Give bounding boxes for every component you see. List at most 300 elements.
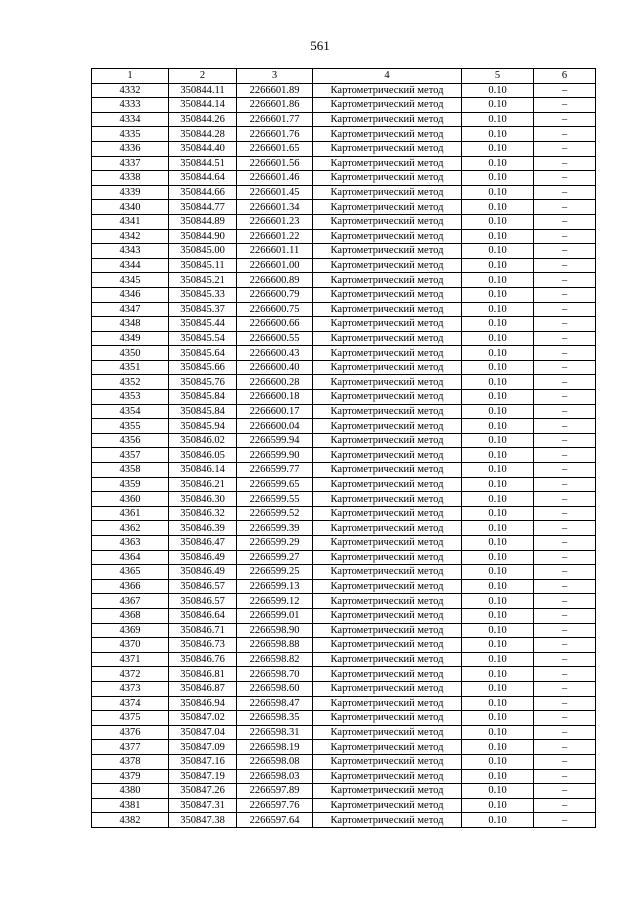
- table-row: [92, 623, 596, 638]
- table-row: [92, 287, 596, 302]
- note-cell: –: [534, 448, 596, 463]
- point-number-cell: 4369: [92, 623, 169, 638]
- note-cell: –: [534, 798, 596, 813]
- y-coordinate-cell: 2266597.64: [237, 813, 313, 828]
- x-coordinate-cell: 350846.30: [169, 492, 237, 507]
- method-cell: Картометрический метод: [313, 200, 462, 215]
- column-header: 5: [462, 69, 534, 84]
- y-coordinate-cell: 2266599.13: [237, 579, 313, 594]
- point-number-cell: 4339: [92, 185, 169, 200]
- page-number: 561: [310, 38, 330, 53]
- y-coordinate-cell: 2266600.43: [237, 346, 313, 361]
- table-row: [92, 273, 596, 288]
- x-coordinate-cell: 350847.04: [169, 725, 237, 740]
- method-cell: Картометрический метод: [313, 317, 462, 332]
- column-header: 3: [237, 69, 313, 84]
- note-cell: –: [534, 244, 596, 259]
- note-cell: –: [534, 302, 596, 317]
- table-row: [92, 725, 596, 740]
- x-coordinate-cell: 350845.00: [169, 244, 237, 259]
- accuracy-cell: 0.10: [462, 492, 534, 507]
- y-coordinate-cell: 2266600.55: [237, 331, 313, 346]
- method-cell: Картометрический метод: [313, 331, 462, 346]
- point-number-cell: 4364: [92, 550, 169, 565]
- accuracy-cell: 0.10: [462, 754, 534, 769]
- note-cell: –: [534, 141, 596, 156]
- accuracy-cell: 0.10: [462, 506, 534, 521]
- point-number-cell: 4375: [92, 711, 169, 726]
- x-coordinate-cell: 350845.84: [169, 390, 237, 405]
- table-row: [92, 127, 596, 142]
- point-number-cell: 4373: [92, 681, 169, 696]
- method-cell: Картометрический метод: [313, 346, 462, 361]
- x-coordinate-cell: 350844.14: [169, 98, 237, 113]
- x-coordinate-cell: 350847.02: [169, 711, 237, 726]
- y-coordinate-cell: 2266599.39: [237, 521, 313, 536]
- note-cell: –: [534, 419, 596, 434]
- note-cell: –: [534, 579, 596, 594]
- accuracy-cell: 0.10: [462, 784, 534, 799]
- accuracy-cell: 0.10: [462, 317, 534, 332]
- table-row: [92, 652, 596, 667]
- table-row: [92, 200, 596, 215]
- accuracy-cell: 0.10: [462, 302, 534, 317]
- point-number-cell: 4354: [92, 404, 169, 419]
- point-number-cell: 4380: [92, 784, 169, 799]
- x-coordinate-cell: 350846.87: [169, 681, 237, 696]
- note-cell: –: [534, 711, 596, 726]
- note-cell: –: [534, 83, 596, 98]
- accuracy-cell: 0.10: [462, 156, 534, 171]
- point-number-cell: 4353: [92, 390, 169, 405]
- note-cell: –: [534, 229, 596, 244]
- accuracy-cell: 0.10: [462, 127, 534, 142]
- method-cell: Картометрический метод: [313, 696, 462, 711]
- method-cell: Картометрический метод: [313, 608, 462, 623]
- note-cell: –: [534, 390, 596, 405]
- table-row: [92, 404, 596, 419]
- note-cell: –: [534, 506, 596, 521]
- y-coordinate-cell: 2266601.22: [237, 229, 313, 244]
- table-row: [92, 521, 596, 536]
- accuracy-cell: 0.10: [462, 112, 534, 127]
- x-coordinate-cell: 350845.11: [169, 258, 237, 273]
- note-cell: –: [534, 273, 596, 288]
- point-number-cell: 4379: [92, 769, 169, 784]
- method-cell: Картометрический метод: [313, 711, 462, 726]
- note-cell: –: [534, 214, 596, 229]
- table-row: [92, 156, 596, 171]
- note-cell: –: [534, 156, 596, 171]
- accuracy-cell: 0.10: [462, 463, 534, 478]
- y-coordinate-cell: 2266598.60: [237, 681, 313, 696]
- table-row: [92, 360, 596, 375]
- table-row: [92, 98, 596, 113]
- note-cell: –: [534, 696, 596, 711]
- x-coordinate-cell: 350845.21: [169, 273, 237, 288]
- x-coordinate-cell: 350846.49: [169, 550, 237, 565]
- accuracy-cell: 0.10: [462, 638, 534, 653]
- y-coordinate-cell: 2266600.04: [237, 419, 313, 434]
- method-cell: Картометрический метод: [313, 258, 462, 273]
- point-number-cell: 4346: [92, 287, 169, 302]
- point-number-cell: 4363: [92, 536, 169, 551]
- method-cell: Картометрический метод: [313, 784, 462, 799]
- point-number-cell: 4342: [92, 229, 169, 244]
- y-coordinate-cell: 2266600.40: [237, 360, 313, 375]
- method-cell: Картометрический метод: [313, 419, 462, 434]
- accuracy-cell: 0.10: [462, 448, 534, 463]
- table-row: [92, 754, 596, 769]
- point-number-cell: 4352: [92, 375, 169, 390]
- table-row: [92, 740, 596, 755]
- accuracy-cell: 0.10: [462, 287, 534, 302]
- y-coordinate-cell: 2266597.76: [237, 798, 313, 813]
- y-coordinate-cell: 2266597.89: [237, 784, 313, 799]
- note-cell: –: [534, 171, 596, 186]
- point-number-cell: 4332: [92, 83, 169, 98]
- method-cell: Картометрический метод: [313, 463, 462, 478]
- accuracy-cell: 0.10: [462, 798, 534, 813]
- method-cell: Картометрический метод: [313, 141, 462, 156]
- x-coordinate-cell: 350846.47: [169, 536, 237, 551]
- note-cell: –: [534, 200, 596, 215]
- method-cell: Картометрический метод: [313, 667, 462, 682]
- y-coordinate-cell: 2266600.79: [237, 287, 313, 302]
- note-cell: –: [534, 492, 596, 507]
- x-coordinate-cell: 350844.28: [169, 127, 237, 142]
- method-cell: Картометрический метод: [313, 813, 462, 828]
- point-number-cell: 4349: [92, 331, 169, 346]
- method-cell: Картометрический метод: [313, 681, 462, 696]
- point-number-cell: 4351: [92, 360, 169, 375]
- note-cell: –: [534, 725, 596, 740]
- table-row: [92, 112, 596, 127]
- note-cell: –: [534, 623, 596, 638]
- accuracy-cell: 0.10: [462, 536, 534, 551]
- y-coordinate-cell: 2266601.34: [237, 200, 313, 215]
- x-coordinate-cell: 350846.21: [169, 477, 237, 492]
- column-header: 4: [313, 69, 462, 84]
- table-row: [92, 83, 596, 98]
- y-coordinate-cell: 2266599.29: [237, 536, 313, 551]
- x-coordinate-cell: 350846.49: [169, 565, 237, 580]
- accuracy-cell: 0.10: [462, 550, 534, 565]
- x-coordinate-cell: 350845.84: [169, 404, 237, 419]
- y-coordinate-cell: 2266600.17: [237, 404, 313, 419]
- method-cell: Картометрический метод: [313, 360, 462, 375]
- table-row: [92, 302, 596, 317]
- y-coordinate-cell: 2266601.89: [237, 83, 313, 98]
- x-coordinate-cell: 350847.38: [169, 813, 237, 828]
- table-row: [92, 579, 596, 594]
- accuracy-cell: 0.10: [462, 696, 534, 711]
- method-cell: Картометрический метод: [313, 536, 462, 551]
- accuracy-cell: 0.10: [462, 273, 534, 288]
- accuracy-cell: 0.10: [462, 652, 534, 667]
- accuracy-cell: 0.10: [462, 477, 534, 492]
- note-cell: –: [534, 740, 596, 755]
- y-coordinate-cell: 2266600.66: [237, 317, 313, 332]
- y-coordinate-cell: 2266598.08: [237, 754, 313, 769]
- note-cell: –: [534, 258, 596, 273]
- method-cell: Картометрический метод: [313, 287, 462, 302]
- method-cell: Картометрический метод: [313, 98, 462, 113]
- x-coordinate-cell: 350846.05: [169, 448, 237, 463]
- note-cell: –: [534, 346, 596, 361]
- x-coordinate-cell: 350845.94: [169, 419, 237, 434]
- y-coordinate-cell: 2266600.75: [237, 302, 313, 317]
- note-cell: –: [534, 784, 596, 799]
- point-number-cell: 4344: [92, 258, 169, 273]
- method-cell: Картометрический метод: [313, 579, 462, 594]
- note-cell: –: [534, 769, 596, 784]
- table-row: [92, 711, 596, 726]
- note-cell: –: [534, 652, 596, 667]
- table-body: [92, 83, 596, 827]
- method-cell: Картометрический метод: [313, 492, 462, 507]
- point-number-cell: 4345: [92, 273, 169, 288]
- y-coordinate-cell: 2266598.88: [237, 638, 313, 653]
- method-cell: Картометрический метод: [313, 623, 462, 638]
- note-cell: –: [534, 127, 596, 142]
- point-number-cell: 4355: [92, 419, 169, 434]
- point-number-cell: 4335: [92, 127, 169, 142]
- table-row: [92, 769, 596, 784]
- y-coordinate-cell: 2266598.70: [237, 667, 313, 682]
- column-header: 6: [534, 69, 596, 84]
- x-coordinate-cell: 350847.31: [169, 798, 237, 813]
- y-coordinate-cell: 2266601.86: [237, 98, 313, 113]
- accuracy-cell: 0.10: [462, 171, 534, 186]
- point-number-cell: 4378: [92, 754, 169, 769]
- note-cell: –: [534, 477, 596, 492]
- point-number-cell: 4334: [92, 112, 169, 127]
- point-number-cell: 4337: [92, 156, 169, 171]
- method-cell: Картометрический метод: [313, 156, 462, 171]
- x-coordinate-cell: 350844.89: [169, 214, 237, 229]
- accuracy-cell: 0.10: [462, 83, 534, 98]
- method-cell: Картометрический метод: [313, 390, 462, 405]
- table-row: [92, 536, 596, 551]
- method-cell: Картометрический метод: [313, 214, 462, 229]
- note-cell: –: [534, 536, 596, 551]
- accuracy-cell: 0.10: [462, 565, 534, 580]
- accuracy-cell: 0.10: [462, 214, 534, 229]
- note-cell: –: [534, 813, 596, 828]
- table-row: [92, 317, 596, 332]
- y-coordinate-cell: 2266601.65: [237, 141, 313, 156]
- table-row: [92, 565, 596, 580]
- x-coordinate-cell: 350846.32: [169, 506, 237, 521]
- method-cell: Картометрический метод: [313, 477, 462, 492]
- accuracy-cell: 0.10: [462, 681, 534, 696]
- method-cell: Картометрический метод: [313, 769, 462, 784]
- note-cell: –: [534, 608, 596, 623]
- accuracy-cell: 0.10: [462, 346, 534, 361]
- note-cell: –: [534, 594, 596, 609]
- column-header: 1: [92, 69, 169, 84]
- accuracy-cell: 0.10: [462, 375, 534, 390]
- x-coordinate-cell: 350846.76: [169, 652, 237, 667]
- y-coordinate-cell: 2266598.90: [237, 623, 313, 638]
- method-cell: Картометрический метод: [313, 127, 462, 142]
- method-cell: Картометрический метод: [313, 448, 462, 463]
- x-coordinate-cell: 350846.14: [169, 463, 237, 478]
- note-cell: –: [534, 185, 596, 200]
- note-cell: –: [534, 638, 596, 653]
- table-row: [92, 696, 596, 711]
- table-row: [92, 784, 596, 799]
- accuracy-cell: 0.10: [462, 623, 534, 638]
- accuracy-cell: 0.10: [462, 813, 534, 828]
- x-coordinate-cell: 350847.16: [169, 754, 237, 769]
- x-coordinate-cell: 350846.71: [169, 623, 237, 638]
- method-cell: Картометрический метод: [313, 754, 462, 769]
- point-number-cell: 4381: [92, 798, 169, 813]
- method-cell: Картометрический метод: [313, 565, 462, 580]
- table-row: [92, 506, 596, 521]
- y-coordinate-cell: 2266599.77: [237, 463, 313, 478]
- accuracy-cell: 0.10: [462, 331, 534, 346]
- x-coordinate-cell: 350846.39: [169, 521, 237, 536]
- y-coordinate-cell: 2266599.12: [237, 594, 313, 609]
- y-coordinate-cell: 2266599.94: [237, 433, 313, 448]
- accuracy-cell: 0.10: [462, 725, 534, 740]
- point-number-cell: 4356: [92, 433, 169, 448]
- table-row: [92, 229, 596, 244]
- method-cell: Картометрический метод: [313, 83, 462, 98]
- x-coordinate-cell: 350844.11: [169, 83, 237, 98]
- y-coordinate-cell: 2266601.00: [237, 258, 313, 273]
- x-coordinate-cell: 350845.64: [169, 346, 237, 361]
- table-row: [92, 185, 596, 200]
- point-number-cell: 4350: [92, 346, 169, 361]
- y-coordinate-cell: 2266601.76: [237, 127, 313, 142]
- accuracy-cell: 0.10: [462, 258, 534, 273]
- method-cell: Картометрический метод: [313, 185, 462, 200]
- method-cell: Картометрический метод: [313, 652, 462, 667]
- accuracy-cell: 0.10: [462, 769, 534, 784]
- note-cell: –: [534, 287, 596, 302]
- y-coordinate-cell: 2266600.89: [237, 273, 313, 288]
- y-coordinate-cell: 2266601.77: [237, 112, 313, 127]
- point-number-cell: 4371: [92, 652, 169, 667]
- method-cell: Картометрический метод: [313, 521, 462, 536]
- method-cell: Картометрический метод: [313, 273, 462, 288]
- x-coordinate-cell: 350845.76: [169, 375, 237, 390]
- point-number-cell: 4341: [92, 214, 169, 229]
- x-coordinate-cell: 350846.02: [169, 433, 237, 448]
- y-coordinate-cell: 2266598.47: [237, 696, 313, 711]
- x-coordinate-cell: 350845.33: [169, 287, 237, 302]
- note-cell: –: [534, 550, 596, 565]
- x-coordinate-cell: 350847.19: [169, 769, 237, 784]
- y-coordinate-cell: 2266598.82: [237, 652, 313, 667]
- note-cell: –: [534, 98, 596, 113]
- accuracy-cell: 0.10: [462, 404, 534, 419]
- point-number-cell: 4343: [92, 244, 169, 259]
- table-row: [92, 419, 596, 434]
- x-coordinate-cell: 350844.90: [169, 229, 237, 244]
- column-header: 2: [169, 69, 237, 84]
- y-coordinate-cell: 2266599.01: [237, 608, 313, 623]
- method-cell: Картометрический метод: [313, 550, 462, 565]
- x-coordinate-cell: 350845.66: [169, 360, 237, 375]
- table-row: [92, 594, 596, 609]
- y-coordinate-cell: 2266599.55: [237, 492, 313, 507]
- point-number-cell: 4359: [92, 477, 169, 492]
- point-number-cell: 4377: [92, 740, 169, 755]
- table-row: [92, 463, 596, 478]
- point-number-cell: 4382: [92, 813, 169, 828]
- method-cell: Картометрический метод: [313, 740, 462, 755]
- table-row: [92, 171, 596, 186]
- table-row: [92, 331, 596, 346]
- method-cell: Картометрический метод: [313, 229, 462, 244]
- method-cell: Картометрический метод: [313, 506, 462, 521]
- note-cell: –: [534, 331, 596, 346]
- y-coordinate-cell: 2266599.52: [237, 506, 313, 521]
- x-coordinate-cell: 350846.81: [169, 667, 237, 682]
- point-number-cell: 4368: [92, 608, 169, 623]
- table-row: [92, 477, 596, 492]
- method-cell: Картометрический метод: [313, 638, 462, 653]
- accuracy-cell: 0.10: [462, 185, 534, 200]
- x-coordinate-cell: 350846.57: [169, 579, 237, 594]
- method-cell: Картометрический метод: [313, 433, 462, 448]
- method-cell: Картометрический метод: [313, 112, 462, 127]
- method-cell: Картометрический метод: [313, 404, 462, 419]
- accuracy-cell: 0.10: [462, 667, 534, 682]
- y-coordinate-cell: 2266599.27: [237, 550, 313, 565]
- table-row: [92, 214, 596, 229]
- x-coordinate-cell: 350847.26: [169, 784, 237, 799]
- point-number-cell: 4362: [92, 521, 169, 536]
- x-coordinate-cell: 350846.94: [169, 696, 237, 711]
- accuracy-cell: 0.10: [462, 521, 534, 536]
- x-coordinate-cell: 350844.40: [169, 141, 237, 156]
- point-number-cell: 4374: [92, 696, 169, 711]
- accuracy-cell: 0.10: [462, 98, 534, 113]
- point-number-cell: 4366: [92, 579, 169, 594]
- accuracy-cell: 0.10: [462, 360, 534, 375]
- accuracy-cell: 0.10: [462, 594, 534, 609]
- note-cell: –: [534, 112, 596, 127]
- note-cell: –: [534, 565, 596, 580]
- note-cell: –: [534, 463, 596, 478]
- table-row: [92, 448, 596, 463]
- note-cell: –: [534, 433, 596, 448]
- x-coordinate-cell: 350846.73: [169, 638, 237, 653]
- x-coordinate-cell: 350846.64: [169, 608, 237, 623]
- y-coordinate-cell: 2266598.35: [237, 711, 313, 726]
- method-cell: Картометрический метод: [313, 375, 462, 390]
- method-cell: Картометрический метод: [313, 302, 462, 317]
- point-number-cell: 4357: [92, 448, 169, 463]
- y-coordinate-cell: 2266599.90: [237, 448, 313, 463]
- y-coordinate-cell: 2266601.56: [237, 156, 313, 171]
- accuracy-cell: 0.10: [462, 141, 534, 156]
- point-number-cell: 4361: [92, 506, 169, 521]
- accuracy-cell: 0.10: [462, 711, 534, 726]
- table-row: [92, 346, 596, 361]
- accuracy-cell: 0.10: [462, 433, 534, 448]
- note-cell: –: [534, 521, 596, 536]
- coordinates-table: [91, 68, 596, 828]
- x-coordinate-cell: 350847.09: [169, 740, 237, 755]
- x-coordinate-cell: 350845.37: [169, 302, 237, 317]
